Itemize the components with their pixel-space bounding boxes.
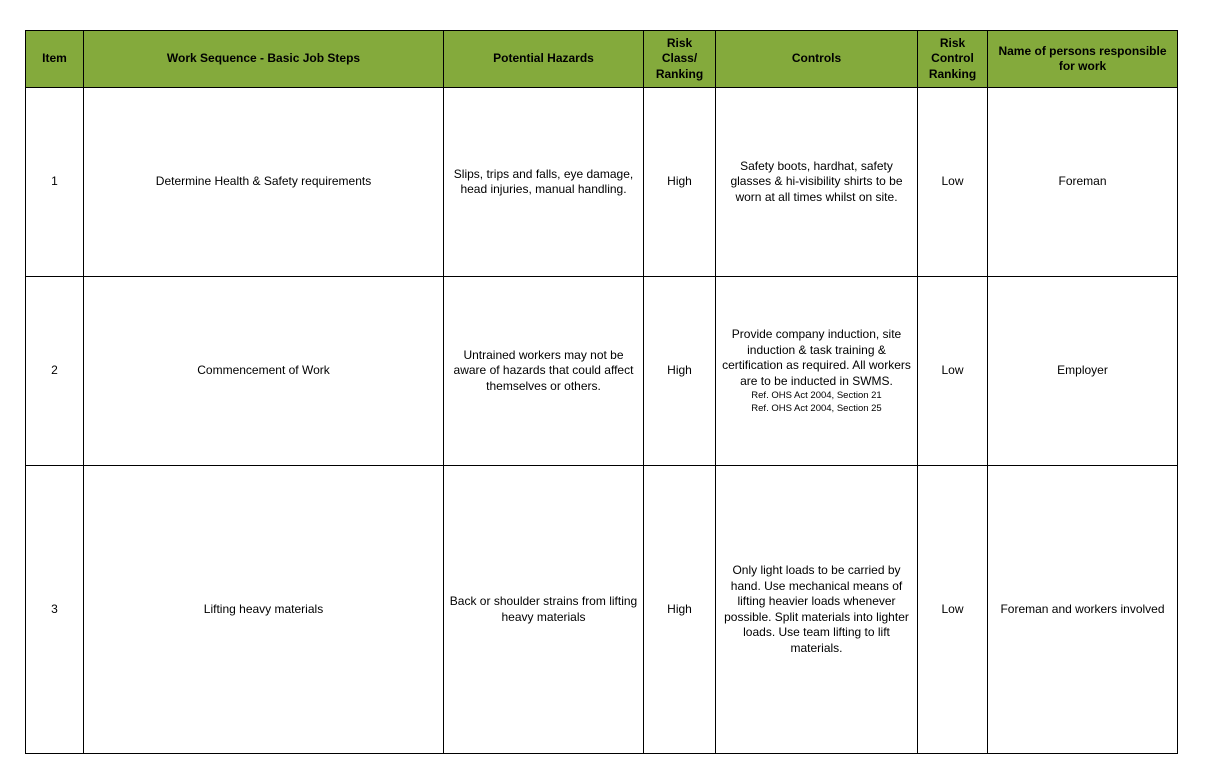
cell-work-sequence: Determine Health & Safety requirements xyxy=(84,88,444,277)
cell-controls xyxy=(716,88,918,277)
table-row xyxy=(26,88,1178,277)
header-work-sequence: Work Sequence - Basic Job Steps xyxy=(84,31,444,88)
cell-controls xyxy=(716,277,918,466)
cell-item: 2 xyxy=(26,277,84,466)
controls-text: Provide company induction, site induction & task training & certification as required. All workers are to be inducted in SWMS. xyxy=(722,327,911,388)
header-controls: Controls xyxy=(716,31,918,88)
controls-text: Safety boots, hardhat, safety glasses & hi-visibility shirts to be worn at all times whilst on site. xyxy=(730,158,903,204)
cell-risk-control-ranking: Low xyxy=(918,277,988,466)
swms-table xyxy=(25,30,1178,754)
cell-risk-control-ranking: Low xyxy=(918,88,988,277)
cell-risk-control-ranking: Low xyxy=(918,466,988,754)
header-item: Item xyxy=(26,31,84,88)
cell-work-sequence: Commencement of Work xyxy=(84,277,444,466)
cell-potential-hazards: Slips, trips and falls, eye damage, head injuries, manual handling. xyxy=(444,88,644,277)
controls-reference: Ref. OHS Act 2004, Section 25 xyxy=(751,403,882,414)
header-risk-class: Risk Class/ Ranking xyxy=(644,31,716,88)
cell-responsible: Employer xyxy=(988,277,1178,466)
cell-item: 3 xyxy=(26,466,84,754)
cell-responsible: Foreman and workers involved xyxy=(988,466,1178,754)
cell-risk-class: High xyxy=(644,88,716,277)
cell-responsible: Foreman xyxy=(988,88,1178,277)
cell-potential-hazards: Untrained workers may not be aware of hazards that could affect themselves or others. xyxy=(444,277,644,466)
cell-item: 1 xyxy=(26,88,84,277)
cell-risk-class: High xyxy=(644,277,716,466)
header-row xyxy=(26,31,1178,88)
table-row xyxy=(26,277,1178,466)
cell-risk-class: High xyxy=(644,466,716,754)
cell-work-sequence: Lifting heavy materials xyxy=(84,466,444,754)
header-potential-hazards: Potential Hazards xyxy=(444,31,644,88)
cell-potential-hazards: Back or shoulder strains from lifting heavy materials xyxy=(444,466,644,754)
header-responsible: Name of persons responsible for work xyxy=(988,31,1178,88)
table-row xyxy=(26,466,1178,754)
controls-text: Only light loads to be carried by hand. Use mechanical means of lifting heavier loads whenever possible. Split materials into lighter loads. Use team lifting to lift materials. xyxy=(724,563,909,655)
controls-reference: Ref. OHS Act 2004, Section 21 xyxy=(751,390,882,401)
cell-controls xyxy=(716,466,918,754)
header-risk-control-ranking: Risk Control Ranking xyxy=(918,31,988,88)
